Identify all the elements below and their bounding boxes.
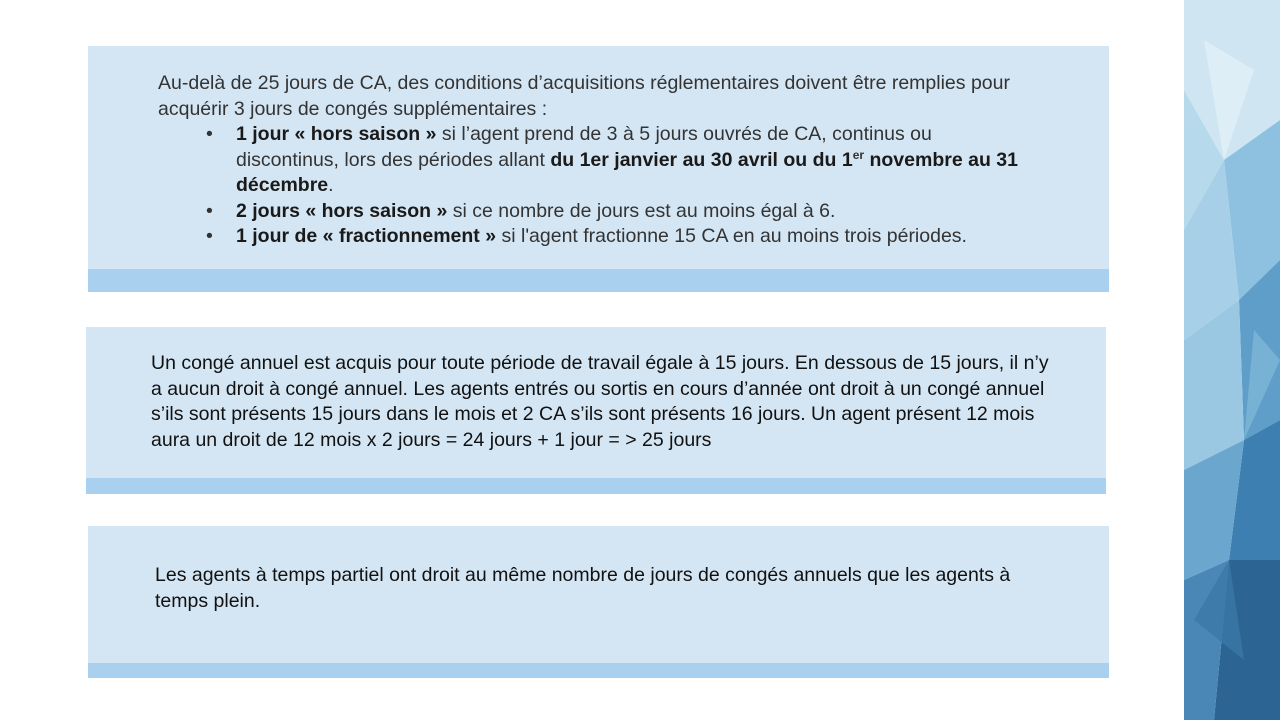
panel-accent-strip	[88, 269, 1109, 292]
panel-accent-strip	[88, 663, 1109, 678]
item-bold: du 1er janvier au 30 avril ou du 1	[550, 148, 853, 171]
bullet-icon: •	[206, 225, 213, 247]
panel-text: Un congé annuel est acquis pour toute période de travail égale à 15 jours. En dessous de 15 jours, il n’y a aucun droit à congé annuel. Les agents entrés ou sortis en cours d’année ont droit à un congé annuel s’ils sont présents 15 jours dans le mois et 2 CA s’ils sont présents 16 jours. Un agent présent 12 mois aura un droit de 12 mois x 2 jours = 24 jours + 1 jour = > 25 jours	[151, 352, 1049, 451]
item-bold: novembre au 31 décembre	[236, 148, 1018, 196]
bullet-icon: •	[206, 123, 213, 145]
info-panel-acquisition	[88, 46, 1109, 292]
panel-text: Les agents à temps partiel ont droit au même nombre de jours de congés annuels que les agents à temps plein.	[155, 564, 1011, 612]
list-item	[158, 224, 1036, 250]
panel-accent-strip	[86, 478, 1106, 494]
bullet-icon: •	[206, 199, 213, 222]
list-item	[158, 122, 1036, 199]
item-bold: 2 jours « hors saison »	[236, 199, 448, 222]
decorative-pattern	[1184, 0, 1280, 720]
item-end: .	[328, 174, 334, 196]
item-bold: 1 jour de « fractionnement »	[236, 225, 497, 247]
item-text: si l'agent fractionne 15 CA en au moins trois périodes.	[496, 225, 967, 247]
item-bold: 1 jour « hors saison »	[236, 123, 437, 145]
info-panel-part-time	[88, 526, 1109, 678]
item-text: si ce nombre de jours est au moins égal à 6.	[447, 199, 836, 222]
info-panel-annual-leave	[86, 327, 1106, 494]
panel-text	[158, 71, 1078, 250]
intro-text: Au-delà de 25 jours de CA, des conditions d’acquisitions réglementaires doivent être remplies pour acquérir 3 jours de congés supplémentaires :	[158, 72, 1010, 120]
item-text: si l’agent prend de 3 à 5 jours ouvrés de CA, continus ou discontinus, lors des périodes allant	[236, 123, 932, 171]
list-item	[158, 199, 1036, 225]
item-sup: er	[852, 147, 865, 162]
conditions-list	[158, 122, 1078, 250]
